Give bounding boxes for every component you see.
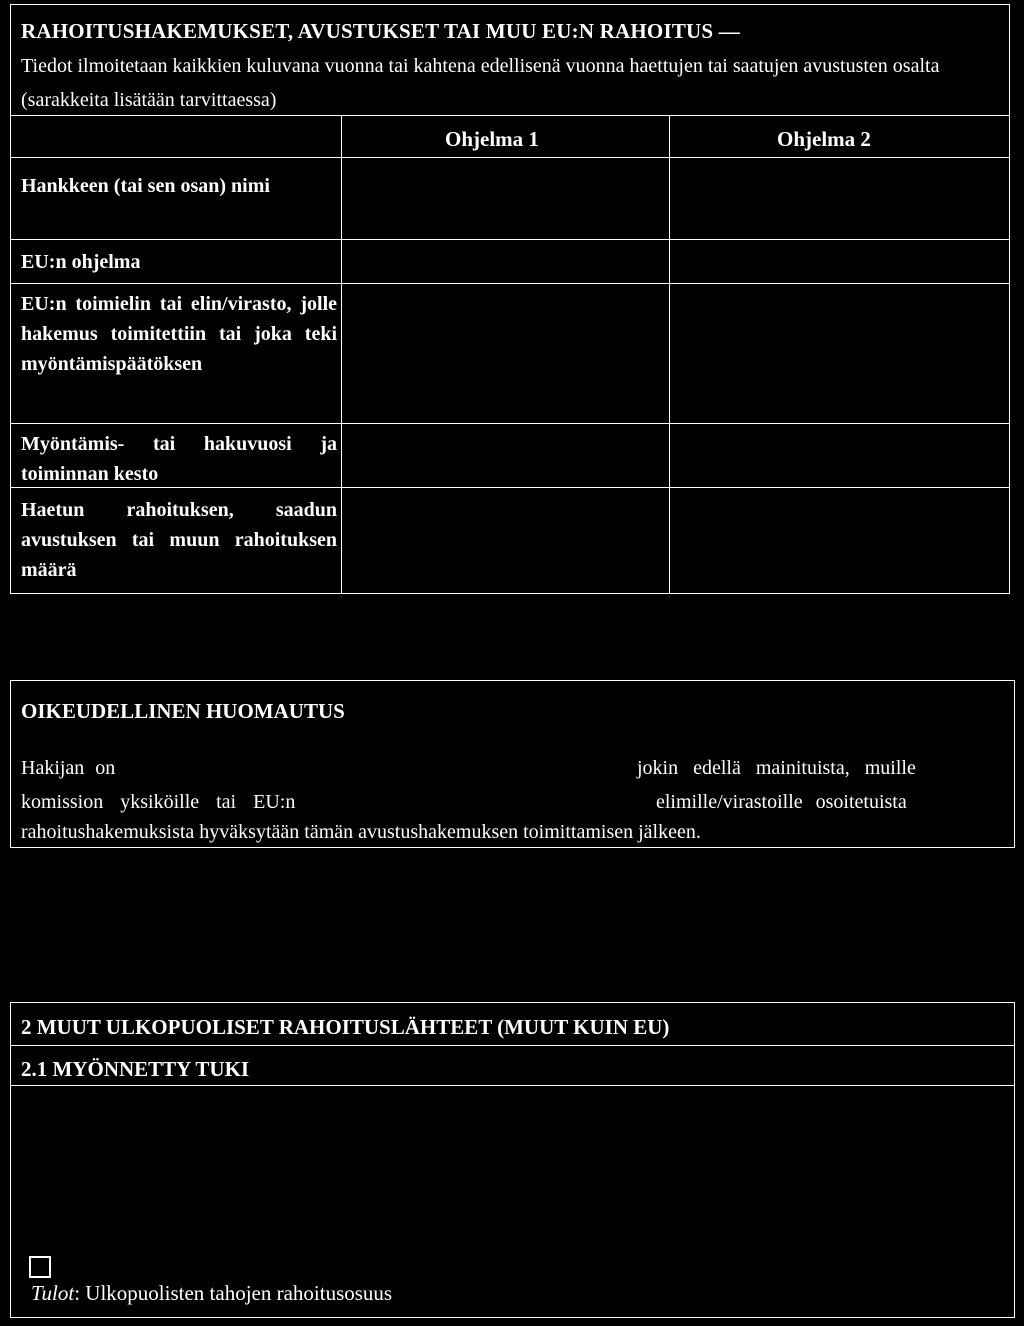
row-label-eu-institution: EU:n toimielin tai elin/virasto, jolle hakemus toimitettiin tai joka teki myöntämispäätöksen [21,293,337,375]
table-top-border [11,115,1009,116]
income-label-italic: Tulot [31,1281,75,1305]
cell-project-name-programme-2[interactable] [670,158,1009,239]
column-header-programme-1: Ohjelma 1 [445,127,539,151]
row-label-amount: Haetun rahoituksen, saadun avustuksen tai muun rahoituksen määrä [21,499,337,581]
section-title: RAHOITUSHAKEMUKSET, AVUSTUKSET TAI MUU EU:N RAHOITUS — [21,19,740,43]
income-label [31,1281,392,1306]
title-divider [11,1045,1014,1046]
column-header-programme-2: Ohjelma 2 [777,127,871,151]
row-label-year-duration: Myöntämis- tai hakuvuosi ja toiminnan kesto [21,433,337,485]
cell-eu-programme-programme-2[interactable] [670,240,1009,283]
legal-notice-line2-right: elimille/virastoille osoitetuista [656,791,907,813]
granted-support-subtitle: 2.1 MYÖNNETTY TUKI [21,1057,250,1081]
external-funding-title: 2 MUUT ULKOPUOLISET RAHOITUSLÄHTEET (MUUT KUIN EU) [21,1015,670,1039]
legal-notice-line3: rahoitushakemuksista hyväksytään tämän avustushakemuksen toimittamisen jälkeen. [21,821,701,843]
subtitle-divider [11,1085,1014,1086]
eu-funding-section [10,4,1010,594]
section-description: Tiedot ilmoitetaan kaikkien kuluvana vuonna tai kahtena edellisenä vuonna haettujen tai saatujen avustusten osalta (sarakkeita lisätään tarvittaessa) [21,55,940,111]
legal-notice-line1-left: Hakijan on [21,757,116,779]
legal-notice-line1-right: jokin edellä mainituista, muille [637,757,916,779]
income-checkbox[interactable] [29,1256,51,1278]
income-label-text: : Ulkopuolisten tahojen rahoitusosuus [74,1281,393,1305]
legal-notice-line2-left: komission yksiköille tai EU:n [21,791,296,813]
cell-year-programme-2[interactable] [670,424,1009,487]
external-funding-section [10,1002,1015,1318]
cell-eu-programme-programme-1[interactable] [342,240,669,283]
legal-notice-title: OIKEUDELLINEN HUOMAUTUS [21,699,345,723]
cell-project-name-programme-1[interactable] [342,158,669,239]
cell-institution-programme-2[interactable] [670,284,1009,423]
row-label-eu-programme: EU:n ohjelma [21,251,141,273]
row-label-project-name: Hankkeen (tai sen osan) nimi [21,175,270,197]
cell-amount-programme-2[interactable] [670,488,1009,593]
cell-amount-programme-1[interactable] [342,488,669,593]
cell-institution-programme-1[interactable] [342,284,669,423]
legal-notice-section [10,680,1015,848]
cell-year-programme-1[interactable] [342,424,669,487]
